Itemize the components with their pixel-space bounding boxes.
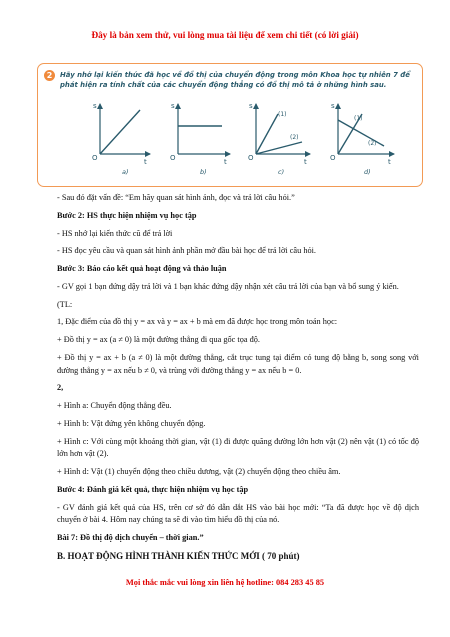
figure-prompt: Hãy nhớ lại kiến thức đã học về đồ thị của chuyển động trong môn Khoa học tự nhiên 7 để phát hiện ra tính chất của các chuyển động thẳng có đồ thị mô tả ở những hình sau. (60, 71, 410, 89)
step-heading: Bước 4: Đánh giá kết quả, thực hiện nhiệm vụ học tập (57, 484, 249, 494)
graph-a-t-label: t (144, 158, 147, 166)
graph-b-t-label: t (224, 158, 227, 166)
step-heading: Bước 2: HS thực hiện nhiệm vụ học tập (57, 210, 197, 220)
section-heading: B. HOẠT ĐỘNG HÌNH THÀNH KIẾN THỨC MỚI ( 70 phút) (57, 550, 300, 561)
graph-d-origin: O (330, 154, 336, 162)
graph-c-label-1: (1) (278, 111, 287, 118)
graph-d-label-2: (2) (368, 140, 377, 147)
question-number-icon: 2 (44, 70, 55, 81)
graph-c-line-1 (256, 114, 278, 154)
graph-d-caption: d) (364, 168, 371, 176)
lesson-content (57, 192, 419, 568)
paragraph: - HS nhớ lại kiến thức cũ để trả lời (57, 228, 173, 238)
lesson-title: Bài 7: Đồ thị độ dịch chuyển – thời gian.” (57, 533, 204, 543)
graph-d-label-1: (1) (354, 115, 363, 122)
graph-c-line-2 (256, 142, 302, 154)
graph-a (92, 102, 150, 176)
paragraph: - Sau đó đặt vấn đề: “Em hãy quan sát hình ảnh, đọc và trả lời câu hỏi.” (57, 193, 295, 202)
preview-notice: Đây là bản xem thử, vui lòng mua tài liệu để xem chi tiết (có lời giải) (91, 30, 359, 40)
answer-number: 2, (57, 383, 64, 393)
graph-c-s-label: s (249, 102, 253, 110)
graph-d-s-label: s (331, 102, 335, 110)
graph-c (248, 102, 310, 176)
graph-c-caption: c) (278, 168, 285, 176)
graph-b (170, 102, 230, 176)
paragraph: - GV đánh giá kết quả của HS, trên cơ sở đó dẫn dắt HS vào bài học mới: “Ta đã được học về độ dịch chuyển ở bài 4. Hôm nay chúng ta sẽ đi vào tìm hiểu đồ thị của nó. (57, 502, 419, 525)
paragraph: + Đồ thị y = ax + b (a ≠ 0) là một đường thẳng, cắt trục tung tại điểm có tung độ bằng b, song song với đường thẳng y = ax nếu b ≠ 0, và trùng với đường thẳng y = ax nếu b = 0. (57, 353, 419, 375)
paragraph: (TL: (57, 299, 73, 309)
graph-b-origin: O (170, 154, 176, 162)
paragraph: - HS đọc yêu cầu và quan sát hình ảnh phần mở đầu bài học để trả lời câu hỏi. (57, 246, 316, 256)
step-heading: Bước 3: Báo cáo kết quả hoạt động và thảo luận (57, 264, 227, 274)
graph-d (330, 102, 394, 176)
graph-d-t-label: t (388, 158, 391, 166)
graph-b-s-label: s (171, 102, 175, 110)
hotline-notice: Mọi thắc mắc vui lòng xin liên hệ hotline: 084 283 45 85 (125, 578, 325, 587)
paragraph: + Đồ thị y = ax (a ≠ 0) là một đường thẳng đi qua gốc tọa độ. (57, 335, 260, 345)
graph-a-caption: a) (122, 168, 129, 176)
graph-a-s-label: s (93, 102, 97, 110)
graph-b-caption: b) (200, 168, 207, 176)
graph-c-t-label: t (304, 158, 307, 166)
graph-c-label-2: (2) (290, 134, 299, 141)
graph-a-origin: O (92, 154, 98, 162)
graph-a-line (100, 110, 140, 154)
figure-box (37, 63, 423, 187)
paragraph: - GV gọi 1 bạn đứng dậy trả lời và 1 bạn khác đứng dậy nhận xét câu trả lời của bạn và bổ sung ý kiến. (57, 281, 399, 291)
paragraph: + Hình c: Với cùng một khoảng thời gian, vật (1) đi được quãng đường lớn hơn vật (2) nên vật (1) có tốc độ lớn hơn vật (2). (57, 436, 419, 459)
paragraph: 1, Đặc điểm của đồ thị y = ax và y = ax + b mà em đã được học trong môn toán học: (57, 317, 338, 327)
motion-graphs (38, 64, 424, 188)
paragraph: + Hình b: Vật đứng yên không chuyển động. (57, 418, 206, 428)
paragraph: + Hình d: Vật (1) chuyển động theo chiều dương, vật (2) chuyển động theo chiều âm. (57, 467, 341, 477)
graph-c-origin: O (248, 154, 254, 162)
paragraph: + Hình a: Chuyển động thẳng đều. (57, 401, 172, 411)
